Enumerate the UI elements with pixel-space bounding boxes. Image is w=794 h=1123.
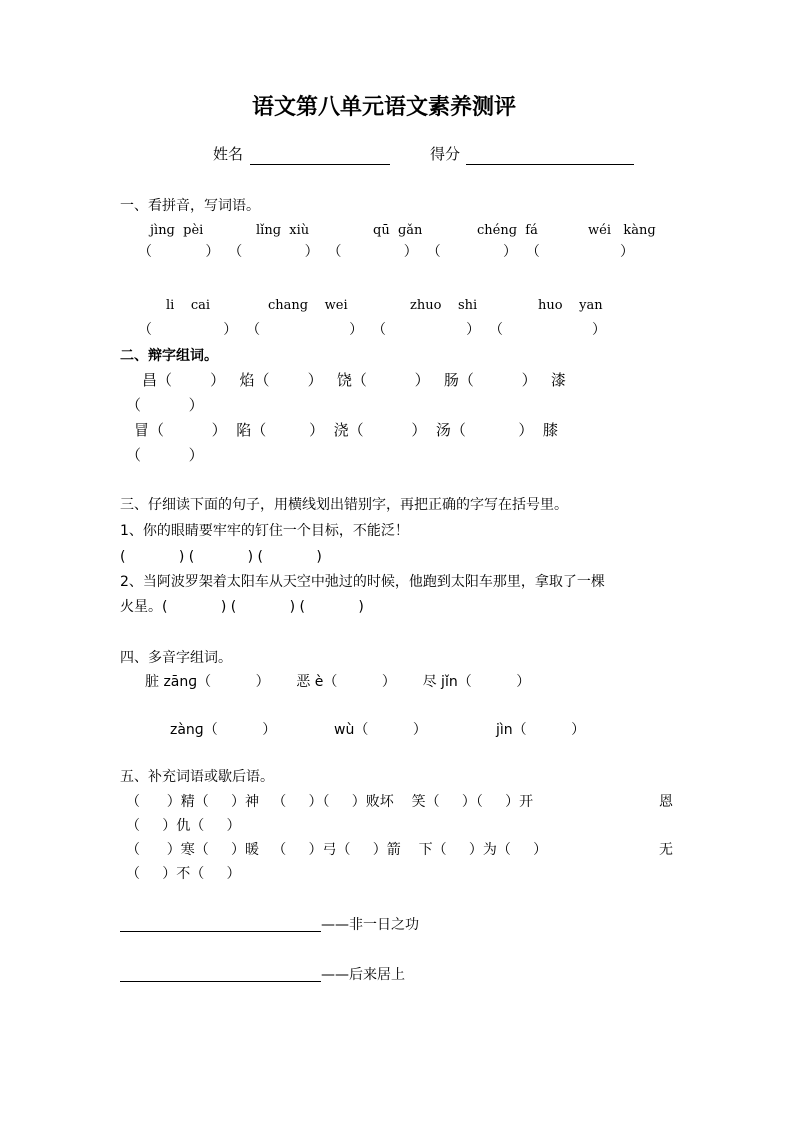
score-field[interactable]	[466, 164, 634, 165]
page-title: 语文第八单元语文素养测评	[252, 94, 517, 120]
word-group-line[interactable]: （ ）	[126, 446, 204, 464]
section3-heading: 三、仔细读下面的句子，用横线划出错别字，再把正确的字写在括号里。	[120, 497, 568, 513]
idiom-line[interactable]: （ ）寒（ ）暖 （ ）弓（ ）箭 下（ ）为（ ）	[126, 842, 548, 858]
pinyin-item: chang wei	[268, 298, 348, 313]
idiom-line[interactable]: （ ）不（ ）	[126, 866, 241, 882]
answer-brackets[interactable]: （ ） （ ） （ ） （ ）	[138, 322, 607, 338]
pinyin-item: jìnɡ pèi	[150, 223, 204, 238]
proverb-answer-line[interactable]	[120, 931, 321, 932]
polyphone-item[interactable]: jìn（ ）	[496, 722, 586, 738]
pinyin-item: li cai	[166, 298, 211, 313]
section2-heading: 二、辩字组词。	[120, 348, 218, 364]
pinyin-item: zhuo shi	[410, 298, 478, 313]
section4-heading: 四、多音字组词。	[120, 650, 232, 666]
idiom-line-end: 无	[659, 842, 673, 858]
section5-heading: 五、补充词语或歇后语。	[120, 769, 274, 785]
word-group-line[interactable]: （ ）	[126, 396, 204, 414]
word-group-line[interactable]: 冒（ ） 陷（ ） 浇（ ） 汤（ ） 膝	[134, 421, 558, 439]
polyphone-item[interactable]: wù（ ）	[334, 722, 427, 738]
answer-brackets[interactable]: （ ） （ ） （ ） （ ） （ ）	[138, 244, 635, 260]
sentence-2-cont[interactable]: 火星。( ) ( ) ( )	[120, 599, 364, 615]
pinyin-item: chénɡ fá	[477, 223, 538, 238]
word-group-line[interactable]: 昌（ ） 焰（ ） 饶（ ） 肠（ ） 漆	[142, 371, 566, 389]
answer-brackets[interactable]: ( ) ( ) ( )	[120, 549, 322, 565]
proverb-1: ——非一日之功	[321, 917, 419, 933]
pinyin-item: wéi kànɡ	[588, 223, 656, 238]
pinyin-item: lǐnɡ xiù	[256, 223, 310, 238]
proverb-answer-line[interactable]	[120, 981, 321, 982]
section1-heading: 一、看拼音，写词语。	[120, 198, 260, 214]
idiom-line-end: 恩	[659, 794, 673, 810]
polyphone-item[interactable]: zànɡ（ ）	[170, 722, 277, 738]
score-label: 得分	[430, 145, 461, 163]
sentence-1: 1、你的眼睛要牢牢的钉住一个目标，不能泛！	[120, 523, 409, 539]
sentence-2: 2、当阿波罗架着太阳车从天空中弛过的时候，他跑到太阳车那里，拿取了一棵	[120, 574, 605, 590]
idiom-line[interactable]: （ ）精（ ）神 （ ）（ ）败坏 笑（ ）（ ）开	[126, 794, 534, 810]
name-field[interactable]	[250, 164, 390, 165]
pinyin-item: qū ɡǎn	[373, 223, 423, 238]
idiom-line[interactable]: （ ）仇（ ）	[126, 818, 241, 834]
pinyin-item: huo yan	[538, 298, 603, 313]
proverb-2: ——后来居上	[321, 967, 405, 983]
polyphone-line[interactable]: 脏 zānɡ（ ） 恶 è（ ） 尽 jǐn（ ）	[145, 674, 531, 690]
name-label: 姓名	[213, 145, 244, 163]
